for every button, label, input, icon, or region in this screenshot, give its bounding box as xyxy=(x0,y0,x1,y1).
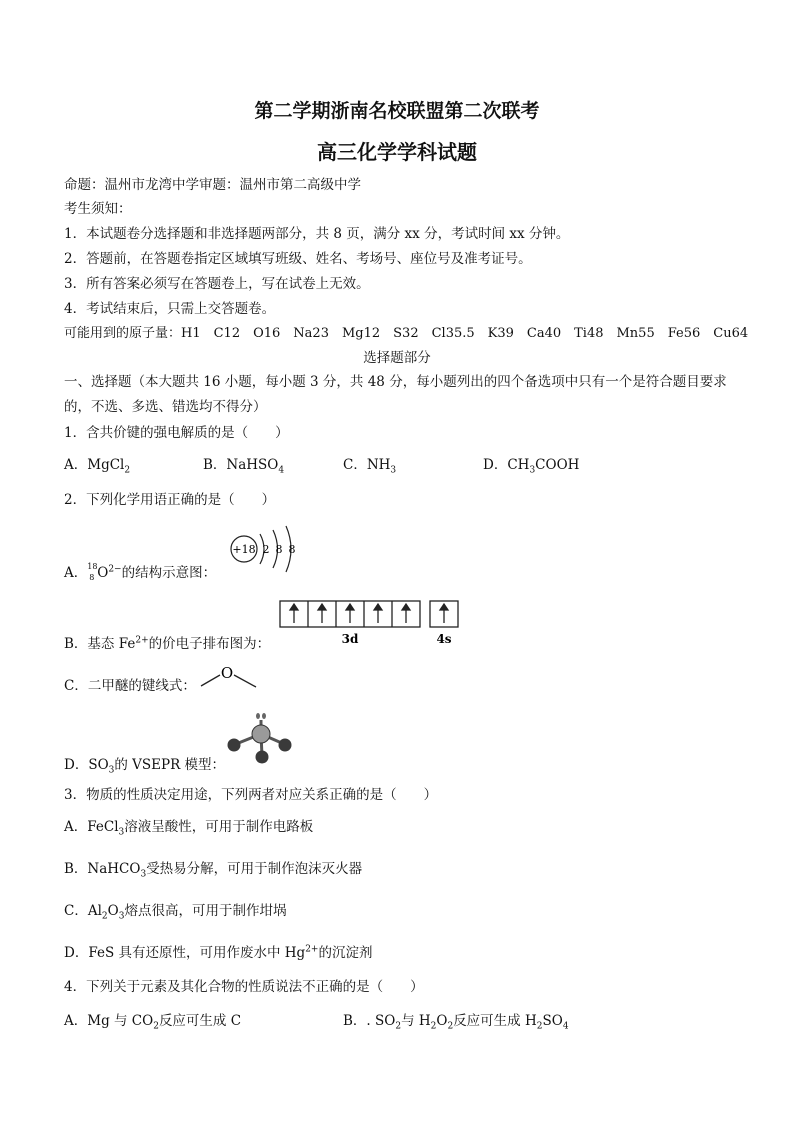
q2-option-d: D．$SO_3$的 VSEPR 模型： xyxy=(64,757,226,776)
notice-3: 3．所有答案必须写在答题卷上，写在试卷上无效。 xyxy=(64,276,370,292)
exam-title: 第二学期浙南名校联盟第二次联考 xyxy=(254,100,540,122)
q1-option-c: C．$NH_3$ xyxy=(343,457,397,476)
q4-option-b: B．. $SO_2$与 $H_2O_2$反应可生成 $H_2SO_4$ xyxy=(343,1013,569,1032)
shell-3-count: 8 xyxy=(288,543,296,556)
q1-option-a: A．MgCl$_2$ xyxy=(64,457,131,476)
q3-stem: 3．物质的性质决定用途，下列两者对应关系正确的是（ ） xyxy=(64,787,438,803)
shell-1-count: 2 xyxy=(262,543,270,556)
section-instructions-line1: 一、选择题（本大题共 16 小题，每小题 3 分，共 48 分，每小题列出的四个备选项中只有一个是符合题目要求 xyxy=(64,374,727,390)
section-instructions-line2: 的，不选、多选、错选均不得分） xyxy=(64,399,267,415)
q2-option-b: B．基态 $Fe^{2+}$的价电子排布图为： xyxy=(64,635,271,652)
author-line: 命题：温州市龙湾中学审题：温州市第二高级中学 xyxy=(64,177,361,193)
dimethyl-ether-skeletal-formula xyxy=(198,660,260,690)
label-3d: 3d xyxy=(341,632,359,646)
up-arrow-icon xyxy=(346,604,354,610)
q3-option-d: D．FeS 具有还原性，可用作废水中 $Hg^{2+}$的沉淀剂 xyxy=(64,944,373,961)
up-arrow-icon xyxy=(402,604,410,610)
exam-subtitle: 高三化学学科试题 xyxy=(317,140,477,164)
label-4s: 4s xyxy=(436,632,452,646)
shell-2-count: 8 xyxy=(275,543,283,556)
notice-title: 考生须知： xyxy=(64,201,132,217)
oxygen-atom-label: O xyxy=(220,664,234,682)
q1-option-d: D．$CH_3COOH$ xyxy=(483,457,580,476)
q2-stem: 2．下列化学用语正确的是（ ） xyxy=(64,492,276,508)
vsepr-model xyxy=(224,702,296,764)
up-arrow-icon xyxy=(290,604,298,610)
ligand-sphere xyxy=(279,739,292,752)
central-atom-sphere xyxy=(252,725,270,743)
q3-option-a: A．FeCl$_3$溶液呈酸性，可用于制作电路板 xyxy=(64,819,314,838)
notice-4: 4．考试结束后，只需上交答题卷。 xyxy=(64,301,276,317)
q2-option-a: A． 18 8 $O^{2-}$的结构示意图： xyxy=(64,561,217,582)
notice-1: 1．本试题卷分选择题和非选择题两部分，共 8 页，满分 xx 分，考试时间 xx 分钟。 xyxy=(64,226,570,242)
atom-structure-diagram xyxy=(226,522,306,578)
up-arrow-icon xyxy=(440,604,448,610)
up-arrow-icon xyxy=(318,604,326,610)
q1-option-b: B．NaHSO$_4$ xyxy=(203,457,285,476)
q4-option-a: A．Mg 与 $CO_2$反应可生成 C xyxy=(64,1013,242,1032)
lone-pair-dot xyxy=(262,713,266,719)
q2-a-atomic-number: 8 xyxy=(89,572,95,582)
atomic-masses: 可能用到的原子量：H1 C12 O16 Na23 Mg12 S32 Cl35.5 K39 Ca40 Ti48 Mn55 Fe56 Cu64 xyxy=(64,326,749,341)
lone-pair-dot xyxy=(256,713,260,719)
orbital-diagram xyxy=(278,599,464,647)
q3-option-c: C．$Al_2O_3$熔点很高，可用于制作坩埚 xyxy=(64,903,287,922)
q2-a-mass-number: 18 xyxy=(87,561,98,571)
ligand-sphere xyxy=(228,739,241,752)
ligand-sphere xyxy=(256,751,269,764)
q2-option-c: C．二甲醚的键线式： xyxy=(64,678,196,694)
up-arrow-icon xyxy=(374,604,382,610)
q3-option-b: B．NaHCO$_3$受热易分解，可用于制作泡沫灭火器 xyxy=(64,861,363,880)
section-name: 选择题部分 xyxy=(363,350,431,366)
q1-stem: 1．含共价键的强电解质的是（ ） xyxy=(64,425,289,441)
nucleus-charge: +18 xyxy=(232,543,256,556)
q4-stem: 4．下列关于元素及其化合物的性质说法不正确的是（ ） xyxy=(64,979,424,995)
notice-2: 2．答题前，在答题卷指定区域填写班级、姓名、考场号、座位号及准考证号。 xyxy=(64,251,532,267)
